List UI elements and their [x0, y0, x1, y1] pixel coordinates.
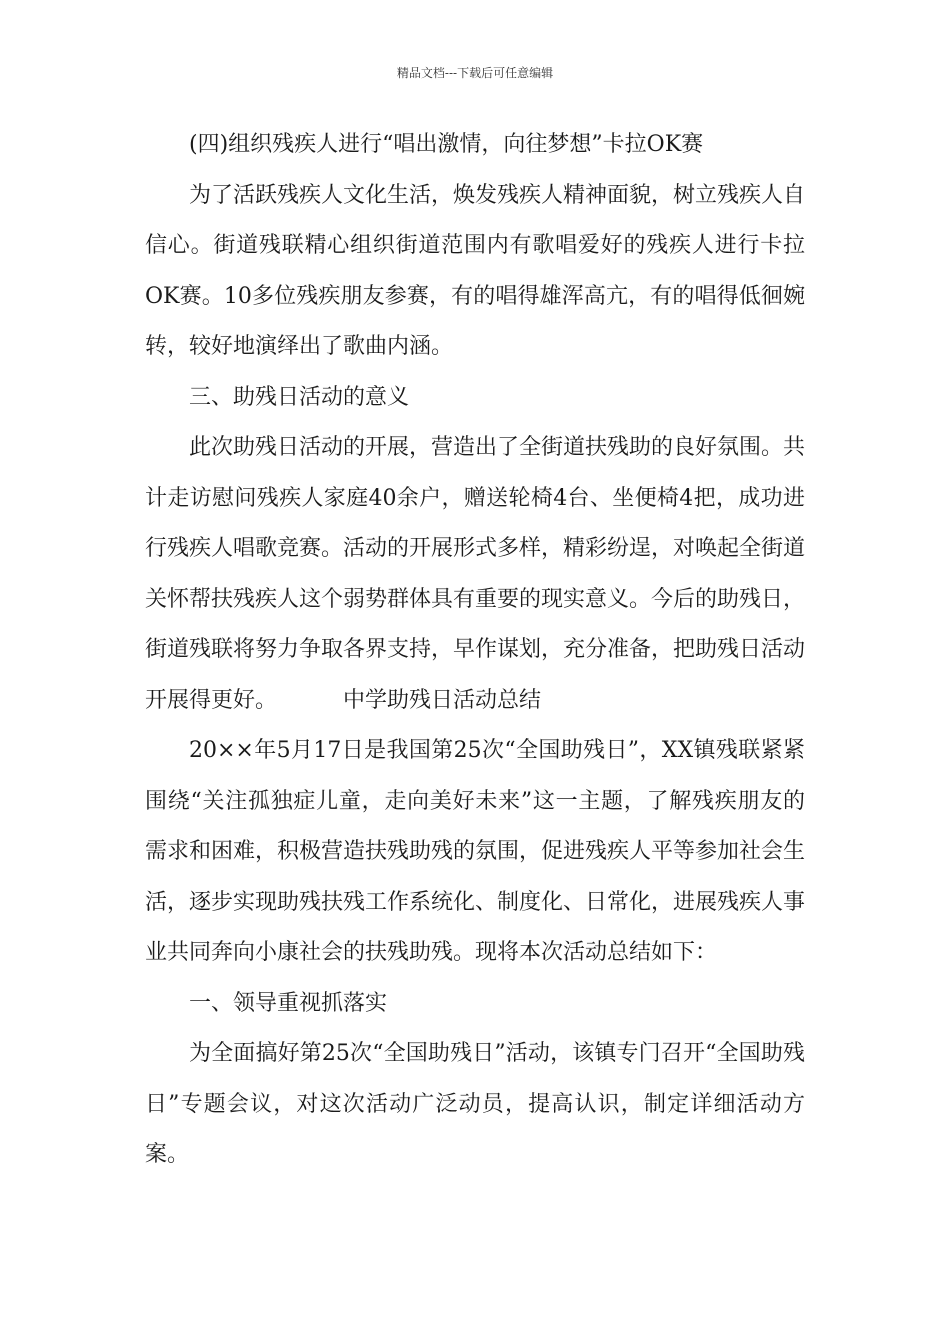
subheading-karaoke: (四)组织残疾人进行“唱出激情，向往梦想”卡拉OK赛 — [189, 132, 704, 157]
paragraph-significance-text: 此次助残日活动的开展，营造出了全街道扶残助的良好氛围。共计走访慰问残疾人家庭40余户，赠送轮椅4台、坐便椅4把，成功进行残疾人唱歌竞赛。活动的开展形式多样，精彩纷逞，对唤起全街道关怀帮扶残疾人这个弱势群体具有重要的现实意义。今后的助残日，街道残联将努力争取各界支持，早作谋划，充分准备，把助残日活动开展得更好。 — [145, 435, 806, 713]
heading-significance: 三、助残日活动的意义 — [189, 384, 410, 410]
heading-leadership: 一、领导重视抓落实 — [189, 990, 388, 1016]
paragraph-leadership: 为全面搞好第25次“全国助残日”活动，该镇专门召开“全国助残日”专题会议，对这次活动广泛动员，提高认识，制定详细活动方案。 — [145, 1041, 805, 1167]
paragraph-significance — [145, 423, 805, 726]
document-body — [145, 120, 805, 1181]
paragraph-intro: 20××年5月17日是我国第25次“全国助残日”，XX镇残联紧紧围绕“关注孤独症儿童，走向美好未来”这一主题，了解残疾朋友的需求和困难，积极营造扶残助残的氛围，促进残疾人平等参加社会生活，逐步实现助残扶残工作系统化、制度化、日常化，进展残疾人事业共同奔向小康社会的扶残助残。现将本次活动总结如下： — [145, 738, 806, 965]
paragraph-karaoke: 为了活跃残疾人文化生活，焕发残疾人精神面貌，树立残疾人自信心。街道残联精心组织街道范围内有歌唱爱好的残疾人进行卡拉OK赛。10多位残疾朋友参赛，有的唱得雄浑高亢，有的唱得低徊婉转，较好地演绎出了歌曲内涵。 — [145, 182, 806, 359]
article-title: 中学助残日活动总结 — [343, 687, 542, 713]
page-header: 精品文档---下载后可任意编辑 — [396, 66, 554, 80]
